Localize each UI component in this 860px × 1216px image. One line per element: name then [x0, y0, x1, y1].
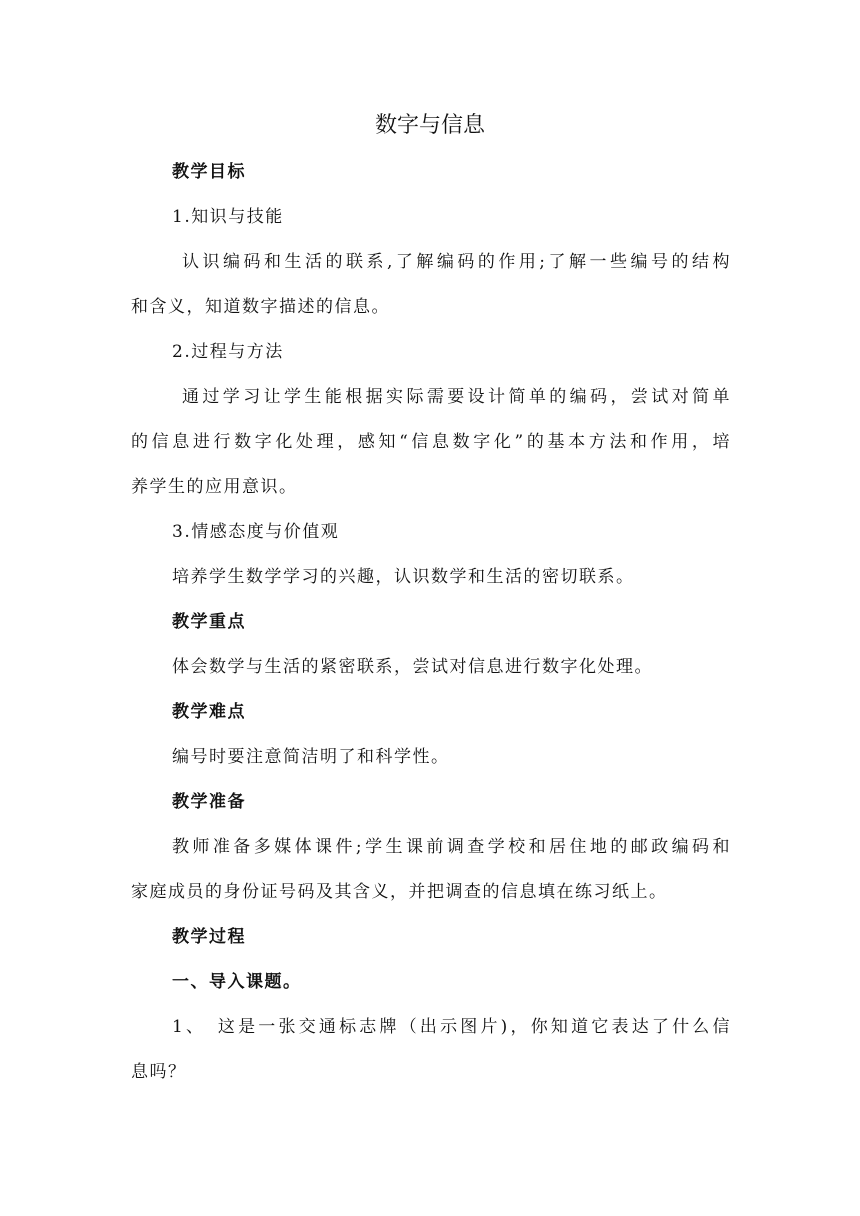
subheading-introduction: 一、导入课题。 [172, 972, 302, 992]
paragraph-line: 编号时要注意简洁明了和科学性。 [172, 747, 450, 767]
paragraph-line: 1、 这是一张交通标志牌（出示图片)，你知道它表达了什么信 [172, 1017, 731, 1037]
subheading-attitudes-values: 3.情感态度与价值观 [172, 522, 340, 542]
section-heading-process: 教学过程 [172, 927, 246, 947]
paragraph-line: 息吗？ [131, 1062, 187, 1082]
subheading-process-methods: 2.过程与方法 [172, 342, 284, 362]
document-title: 数字与信息 [374, 113, 485, 138]
subheading-knowledge-skills: 1.知识与技能 [172, 207, 284, 227]
paragraph-line: 和含义，知道数字描述的信息。 [131, 297, 390, 317]
section-heading-difficulties: 教学难点 [172, 702, 246, 722]
paragraph-line: 的信息进行数字化处理，感知“信息数字化”的基本方法和作用，培 [131, 432, 731, 452]
paragraph-line: 通过学习让学生能根据实际需要设计简单的编码，尝试对简单 [182, 387, 731, 407]
paragraph-line: 养学生的应用意识。 [131, 477, 298, 497]
section-heading-preparation: 教学准备 [172, 792, 246, 812]
paragraph-line: 培养学生数学学习的兴趣，认识数学和生活的密切联系。 [172, 567, 635, 587]
section-heading-objectives: 教学目标 [172, 162, 246, 182]
paragraph-line: 教师准备多媒体课件;学生课前调查学校和居住地的邮政编码和 [172, 837, 731, 857]
section-heading-key-points: 教学重点 [172, 612, 246, 632]
paragraph-line: 体会数学与生活的紧密联系，尝试对信息进行数字化处理。 [172, 657, 653, 677]
paragraph-line: 家庭成员的身份证号码及其含义，并把调查的信息填在练习纸上。 [131, 882, 668, 902]
paragraph-line: 认识编码和生活的联系,了解编码的作用;了解一些编号的结构 [182, 252, 731, 272]
